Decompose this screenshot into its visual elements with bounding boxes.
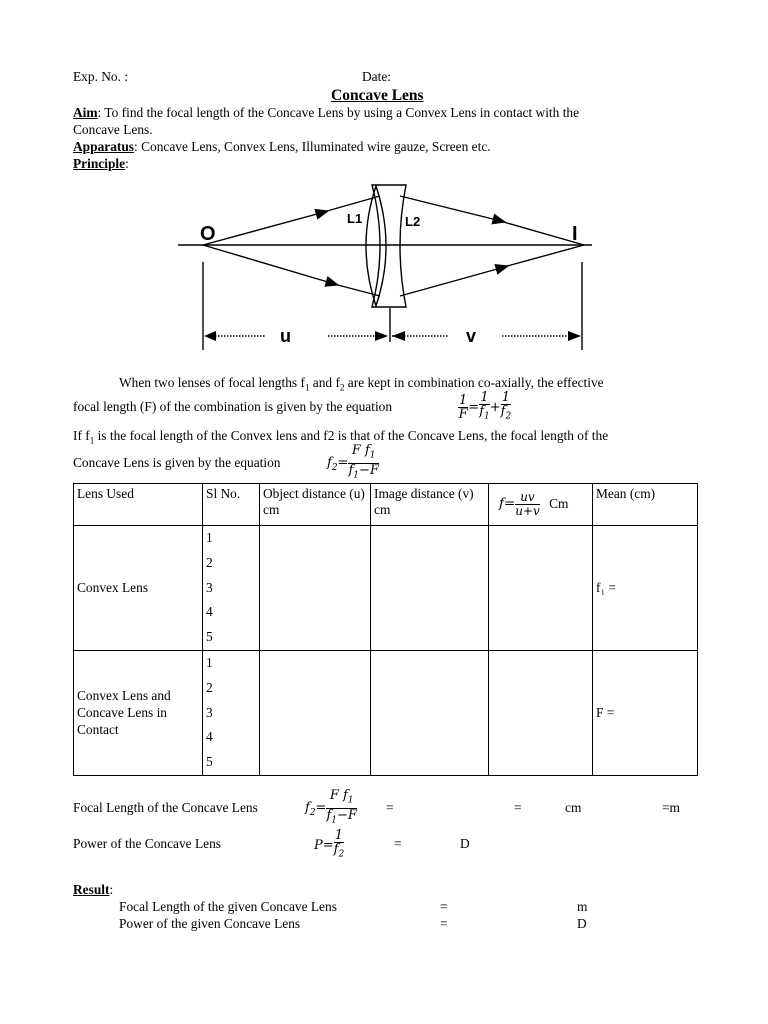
principle-colon: :: [125, 156, 129, 171]
focal-length-formula: $f_2=$ $\frac{F f_1}{f_1-F}$: [305, 788, 357, 826]
apparatus-line: [73, 139, 491, 155]
v-label: v: [466, 326, 477, 346]
paragraph-line-3: If $f_1$ is the focal length of the Convex lens and f2 is that of the Concave Lens, the focal length of the: [73, 428, 609, 446]
paragraph-line-2: focal length (F) of the combination is given by the equation: [73, 399, 393, 414]
focal-unit: cm: [565, 800, 582, 815]
aim-label: Aim: [73, 105, 98, 120]
result-power-eq: =: [440, 916, 448, 931]
paragraph-line-1: When two lenses of focal lengths $f_1$ and $f_2$ are kept in combination co-axially, the effective: [119, 375, 604, 393]
col-object-distance: Object distance (u) cm: [260, 484, 371, 526]
image-distance-cell: [371, 650, 489, 775]
principle-label: Principle: [73, 156, 126, 171]
u-label: u: [280, 326, 291, 346]
object-label: O: [200, 223, 216, 245]
apparatus-text: : Concave Lens, Convex Lens, Illuminated wire gauze, Screen etc.: [134, 139, 491, 154]
power-eq: =: [394, 836, 402, 851]
lens1-label: L1: [347, 211, 363, 226]
col-lens-used: Lens Used: [74, 484, 203, 526]
apparatus-label: Apparatus: [73, 139, 135, 154]
lens2-label: L2: [405, 214, 421, 229]
result-heading: Result:: [73, 882, 114, 897]
ray-lower-4: [500, 245, 584, 268]
col-mean: Mean (cm): [593, 484, 698, 526]
lens-cell: Convex Lens and Concave Lens in Contact: [74, 650, 203, 775]
paragraph-line-4: Concave Lens is given by the equation: [73, 455, 281, 470]
object-distance-cell: [260, 650, 371, 775]
aim-text-cont: Concave Lens.: [73, 122, 153, 137]
result-focal-eq: =: [440, 899, 448, 914]
concave-formula: $f_2=$ $\frac{F f_1}{f_1-F}$: [327, 443, 379, 481]
col-sl-no: Sl No.: [203, 484, 260, 526]
result-power-unit: D: [577, 916, 587, 931]
date-label: Date:: [362, 69, 391, 84]
image-label: I: [572, 223, 578, 245]
lens-cell: Convex Lens: [74, 526, 203, 651]
focal-eq-2: =: [514, 800, 522, 815]
exp-no-label: Exp. No. :: [73, 69, 129, 84]
principle-line: [73, 156, 129, 172]
focal-length-label: Focal Length of the Concave Lens: [73, 800, 258, 815]
image-distance-cell: [371, 526, 489, 651]
result-power-label: Power of the given Concave Lens: [119, 916, 301, 931]
result-focal-label: Focal Length of the given Concave Lens: [119, 899, 337, 914]
result-focal-unit: m: [577, 899, 588, 914]
table-row: [74, 650, 698, 775]
focal-cell: [489, 526, 593, 651]
focal-m: =m: [662, 800, 680, 815]
focal-cell: [489, 650, 593, 775]
table-header-row: [74, 484, 698, 526]
sl-cell: 1 2 3 4 5: [203, 526, 260, 651]
power-unit: D: [460, 836, 470, 851]
col-image-distance: Image distance (v) cm: [371, 484, 489, 526]
ray-lower-3: [400, 266, 508, 296]
table-row: [74, 526, 698, 651]
focal-eq-1: =: [386, 800, 394, 815]
aim-text: : To find the focal length of the Concave Lens by using a Convex Lens in contact with the: [97, 105, 580, 120]
lens-ray-diagram: [0, 175, 768, 360]
page-title: Concave Lens: [331, 87, 424, 104]
observation-table: [73, 483, 698, 776]
power-label: Power of the Concave Lens: [73, 836, 221, 851]
power-formula: P= $\frac{1}{f_2}$: [314, 828, 345, 860]
ray-upper-1: [203, 211, 328, 245]
object-distance-cell: [260, 526, 371, 651]
aim-line: [73, 105, 579, 121]
lens-formula: $\frac{1}{F}$ = $\frac{1}{f_1}$ + $\frac{1}{f_2}$: [458, 390, 512, 422]
sl-cell: 1 2 3 4 5: [203, 650, 260, 775]
mean-cell: f₁ =: [593, 526, 698, 651]
mean-cell: F =: [593, 650, 698, 775]
col-focal-formula: f= $\frac{uv}{u+v}$ Cm: [489, 484, 593, 526]
ray-lower-1: [203, 245, 338, 285]
concave-lens-l2: [372, 185, 406, 307]
